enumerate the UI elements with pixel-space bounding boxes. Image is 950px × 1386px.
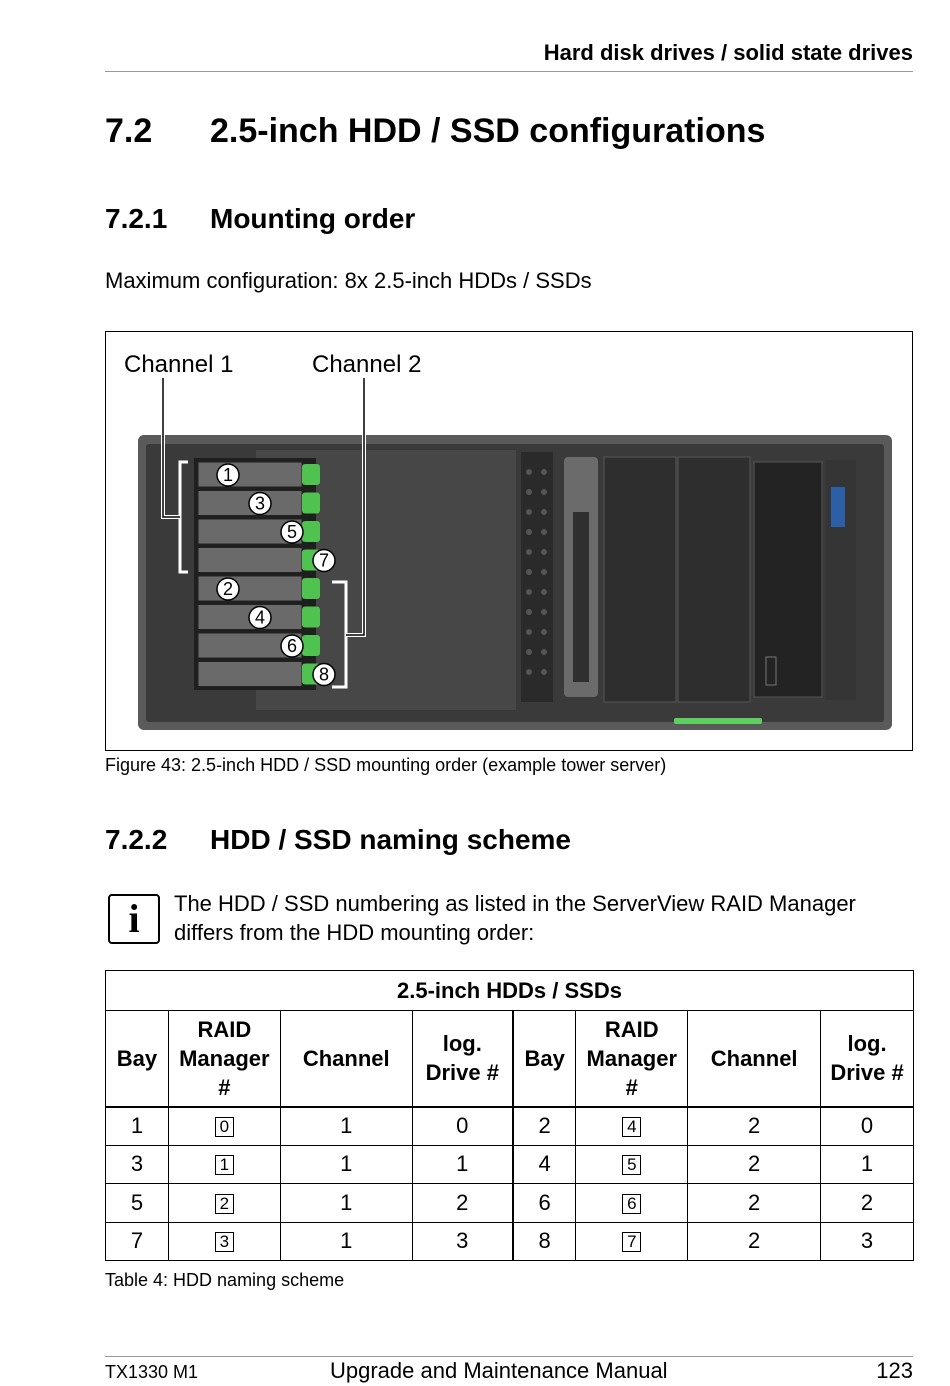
col-raid-manager: RAID Manager # [576, 1011, 688, 1107]
raid-number-box: 4 [622, 1117, 641, 1137]
usb-port [831, 487, 845, 527]
col-bay: Bay [106, 1011, 169, 1107]
table-group-header: 2.5-inch HDDs / SSDs [106, 971, 914, 1011]
mounting-order-figure [105, 331, 913, 751]
col-raid-manager: RAID Manager # [168, 1011, 280, 1107]
drive-bay-blank-1 [604, 457, 676, 702]
info-icon: i [108, 894, 160, 944]
bay-callout-number: 8 [318, 664, 330, 685]
hdd-tray [198, 662, 302, 687]
table-row: 5 2 1 2 6 6 2 2 [106, 1184, 914, 1223]
hdd-release-lever [302, 635, 320, 656]
hdd-release-lever [302, 521, 320, 542]
bay-callout-number: 5 [286, 522, 298, 542]
info-note-text: The HDD / SSD numbering as listed in the ServerView RAID Manager differs from the HDD mounting order: [174, 891, 856, 945]
hdd-tray [198, 462, 302, 487]
raid-number-box: 3 [215, 1232, 234, 1252]
table-caption: Table 4: HDD naming scheme [105, 1270, 345, 1290]
col-channel: Channel [688, 1011, 821, 1107]
hdd-naming-table [105, 970, 914, 1261]
page-number: 123 [876, 1358, 913, 1383]
footer-divider [105, 1356, 913, 1357]
section-number: 7.2 [105, 112, 153, 150]
subsection-heading-naming [105, 824, 571, 856]
channel2-label: Channel 2 [312, 351, 422, 378]
optical-drive [754, 462, 822, 697]
raid-number-box: 0 [215, 1117, 234, 1137]
bay-callout-number: 4 [254, 607, 266, 628]
status-strip [674, 718, 762, 724]
section-heading [105, 112, 765, 151]
col-bay: Bay [513, 1011, 576, 1107]
hdd-release-lever [302, 578, 320, 599]
bay-callout-number: 3 [254, 493, 266, 514]
vent-grille [521, 452, 553, 702]
channel1-label: Channel 1 [124, 351, 234, 378]
col-log-drive: log. Drive # [412, 1011, 513, 1107]
subsection-title: HDD / SSD naming scheme [210, 824, 571, 855]
raid-number-box: 2 [215, 1194, 234, 1214]
header-divider [105, 71, 913, 72]
hdd-release-lever [302, 607, 320, 628]
footer-model: TX1330 M1 [105, 1362, 199, 1382]
server-front-illustration [106, 332, 912, 750]
footer-manual-title: Upgrade and Maintenance Manual [330, 1358, 668, 1383]
bay-callout-number: 7 [318, 550, 330, 571]
table-row: 3 1 1 1 4 5 2 1 [106, 1145, 914, 1184]
max-config-text: Maximum configuration: 8x 2.5-inch HDDs / SSDs [105, 268, 592, 293]
raid-number-box: 6 [622, 1194, 641, 1214]
hdd-release-lever [302, 493, 320, 514]
section-title: 2.5-inch HDD / SSD configurations [210, 112, 766, 150]
running-header: Hard disk drives / solid state drives [543, 40, 913, 65]
col-channel: Channel [280, 1011, 412, 1107]
hdd-tray [198, 548, 302, 573]
raid-number-box: 5 [622, 1155, 641, 1175]
drive-bay-blank-2 [678, 457, 750, 702]
bay-callout-number: 6 [286, 636, 298, 656]
hdd-release-lever [302, 464, 320, 485]
col-log-drive: log. Drive # [821, 1011, 914, 1107]
raid-number-box: 7 [622, 1232, 641, 1252]
subsection-heading-mounting [105, 203, 415, 235]
subsection-number: 7.2.2 [105, 824, 168, 855]
subsection-number: 7.2.1 [105, 203, 168, 234]
raid-number-box: 1 [215, 1155, 234, 1175]
bay-callout-number: 2 [222, 579, 234, 599]
table-row: 7 3 1 3 8 7 2 3 [106, 1222, 914, 1261]
figure-caption: Figure 43: 2.5-inch HDD / SSD mounting order (example tower server) [105, 755, 667, 775]
hdd-tray [198, 576, 302, 601]
handle-slot [573, 512, 589, 682]
table-row: 1 0 1 0 2 4 2 0 [106, 1107, 914, 1146]
bay-callout-number: 1 [222, 465, 234, 485]
subsection-title: Mounting order [210, 203, 416, 234]
